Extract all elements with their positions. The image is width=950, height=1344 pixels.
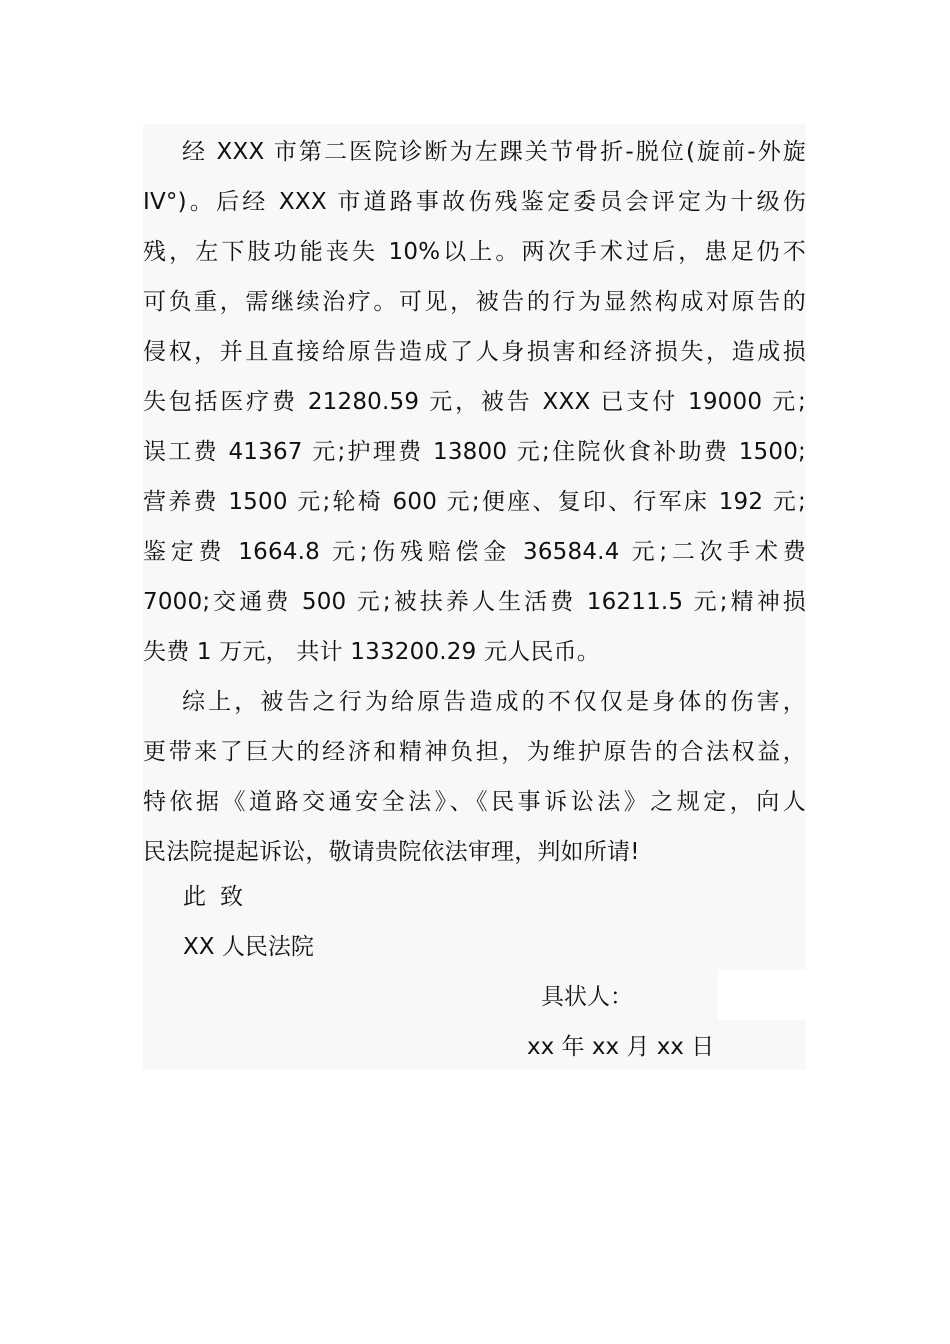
paragraph1-line-8: 营养费 1500 元;轮椅 600 元;便座、复印、行军床 192 元; [143,489,806,515]
signer-label: 具状人： [541,984,633,1010]
paragraph1-line-1: 经 XXX 市第二医院诊断为左踝关节骨折-脱位(旋前-外旋 [182,139,806,165]
paragraph1-line-7: 误工费 41367 元;护理费 13800 元;住院伙食补助费 1500; [143,439,806,465]
paragraph1-line-2: IV°)。后经 XXX 市道路事故伤残鉴定委员会评定为十级伤 [143,189,806,215]
paragraph1-line-9: 鉴定费 1664.8 元;伤残赔偿金 36584.4 元;二次手术费 [143,539,806,565]
salutation: 此致 [183,884,257,910]
paragraph2-line-3: 特依据《道路交通安全法》、《民事诉讼法》之规定，向人 [143,789,806,815]
paragraph1-line-4: 可负重，需继续治疗。可见，被告的行为显然构成对原告的 [143,289,806,315]
paragraph2-line-4: 民法院提起诉讼，敬请贵院依法审理，判如所请! [143,839,640,865]
court-name: XX 人民法院 [183,934,314,960]
paragraph2-line-1: 综上，被告之行为给原告造成的不仅仅是身体的伤害， [182,689,806,715]
paragraph1-line-3: 残，左下肢功能丧失 10%以上。两次手术过后，患足仍不 [143,239,806,265]
signature-blank [718,970,806,1020]
paragraph1-line-5: 侵权，并且直接给原告造成了人身损害和经济损失，造成损 [143,339,806,365]
paragraph1-line-11: 失费 1 万元， 共计 133200.29 元人民币。 [143,639,600,665]
paragraph1-line-6: 失包括医疗费 21280.59 元，被告 XXX 已支付 19000 元; [143,389,806,415]
signature-date: xx 年 xx 月 xx 日 [527,1034,715,1060]
paragraph1-line-10: 7000;交通费 500 元;被扶养人生活费 16211.5 元;精神损 [143,589,806,615]
paragraph2-line-2: 更带来了巨大的经济和精神负担，为维护原告的合法权益， [143,739,806,765]
